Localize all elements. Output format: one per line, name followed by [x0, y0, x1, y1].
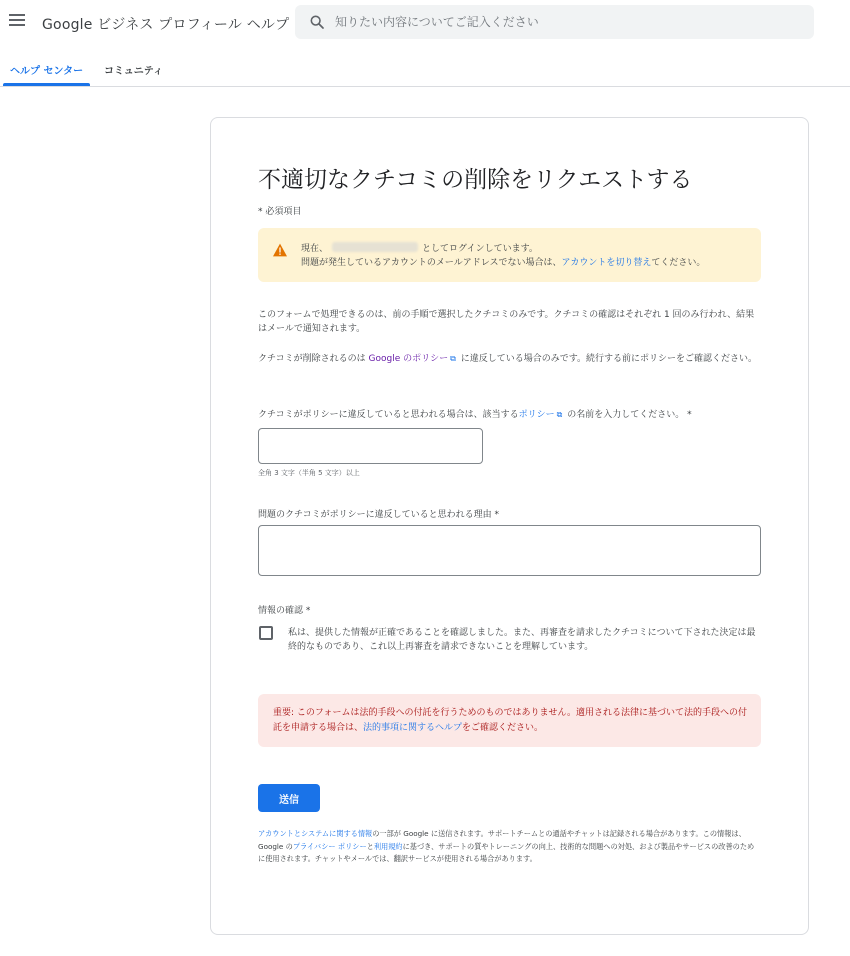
- policy-para-prefix: クチコミが削除されるのは: [258, 354, 369, 364]
- active-tab-indicator: [3, 83, 90, 86]
- search-icon[interactable]: [309, 14, 325, 30]
- legal-suffix: をご確認ください。: [462, 723, 544, 733]
- confirm-label: 情報の確認 *: [258, 606, 311, 616]
- reason-label: 問題のクチコミがポリシーに違反していると思われる理由 *: [258, 510, 500, 520]
- warning-icon: [272, 243, 288, 257]
- app-title[interactable]: Google ビジネス プロフィール ヘルプ: [42, 17, 290, 33]
- policy-name-input[interactable]: [258, 428, 483, 464]
- menu-icon[interactable]: [9, 14, 25, 28]
- form-card: [210, 117, 809, 935]
- login-suffix: としてログインしています。: [422, 244, 538, 254]
- top-app-bar: [0, 0, 850, 44]
- terms-link[interactable]: 利用規約: [373, 841, 403, 851]
- required-note: * 必須項目: [258, 207, 302, 217]
- footnote-text-1: の一部が Google に送信されます。サポートチームとの通話やチャットは記録される場合があります。この情報は、Google の: [258, 829, 746, 851]
- policy-para-suffix: に違反している場合のみです。続行する前にポリシーをご確認ください。: [457, 354, 757, 364]
- legal-notice-box: [258, 694, 761, 747]
- reason-textarea[interactable]: [258, 525, 761, 576]
- footnote-text-2: と: [366, 841, 374, 851]
- policy-name-label: [258, 408, 761, 422]
- tab-community[interactable]: コミュニティ: [104, 66, 163, 77]
- data-disclosure-footnote: [258, 828, 761, 866]
- switch-suffix: てください。: [651, 258, 706, 268]
- confirm-checkbox[interactable]: [259, 626, 273, 640]
- login-status-text: [301, 241, 538, 254]
- policy-question-suffix: の名前を入力してください。 *: [564, 410, 692, 420]
- external-link-icon: ⧉: [556, 410, 563, 419]
- footnote-text-3: に基づき、サポートの質やトレーニングの向上、技術的な問題への対処、および製品やサービスの改善のために使用されます。チャットやメールでは、翻訳サービスが使用される場合があります。: [258, 841, 755, 863]
- legal-help-link[interactable]: 法的事項に関するヘルプ: [363, 723, 463, 733]
- search-input[interactable]: [335, 5, 795, 39]
- legal-notice-text: [273, 706, 753, 736]
- account-info-link[interactable]: アカウントとシステムに関する情報: [258, 829, 373, 838]
- policy-question-prefix: クチコミがポリシーに違反していると思われる場合は、該当する: [258, 410, 519, 420]
- login-prefix: 現在、: [301, 244, 329, 254]
- policy-link[interactable]: ポリシー: [518, 410, 555, 420]
- confirm-checkbox-text[interactable]: 私は、提供した情報が正確であることを確認しました。また、再審査を請求したクチコミについて下された決定は最終的なものであり、これ以上再審査を請求できないことを理解しています。: [288, 628, 756, 652]
- policy-paragraph: [258, 352, 761, 366]
- switch-account-text: [301, 255, 705, 268]
- tab-help-center[interactable]: ヘルプ センター: [10, 66, 84, 77]
- redacted-email: [332, 242, 418, 252]
- form-title: 不適切なクチコミの削除をリクエストする: [258, 167, 693, 193]
- switch-account-link[interactable]: アカウントを切り替え: [561, 258, 652, 268]
- switch-prefix: 問題が発生しているアカウントのメールアドレスでない場合は、: [301, 258, 562, 268]
- login-warning-box: [258, 228, 761, 282]
- search-bar[interactable]: [295, 5, 814, 39]
- nav-tabs: [0, 52, 850, 87]
- intro-text: このフォームで処理できるのは、前の手順で選択したクチコミのみです。クチコミの確認はそれぞれ 1 回のみ行われ、結果はメールで通知されます。: [258, 310, 755, 334]
- legal-prefix: 重要: このフォームは法的手段への付託を行うためのものではありません。適用される法律に基づいて法的手段への付託を申請する場合は、: [273, 708, 747, 733]
- submit-button[interactable]: 送信: [258, 784, 320, 812]
- policy-name-hint: 全角 3 文字（半角 5 文字）以上: [258, 469, 360, 477]
- google-policy-link[interactable]: Google のポリシー: [368, 354, 449, 364]
- privacy-policy-link[interactable]: プライバシー ポリシー: [292, 841, 367, 851]
- external-link-icon: ⧉: [450, 354, 456, 363]
